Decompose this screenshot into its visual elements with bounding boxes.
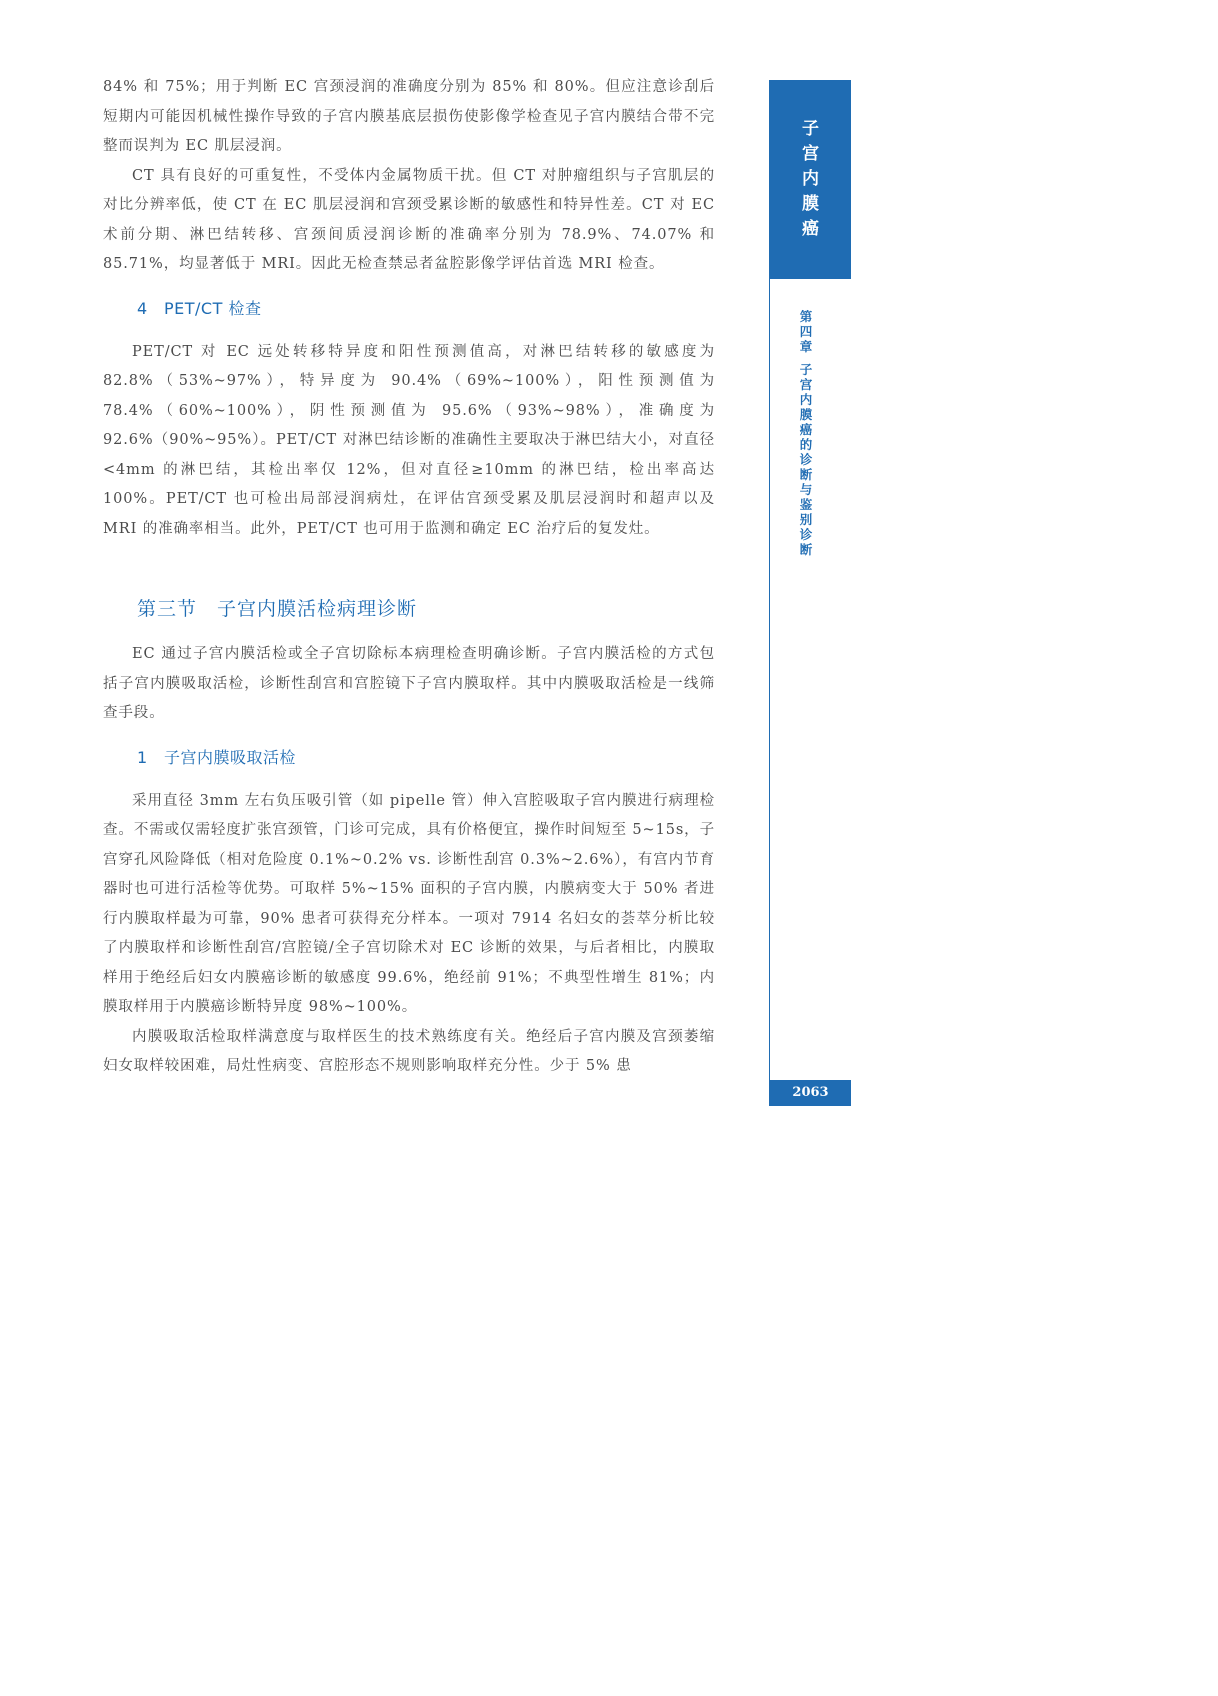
sidebar-chapter-char: 第 [799,309,813,324]
sidebar-chapter-char: 别 [799,512,813,527]
subheading-pet-ct [137,294,715,324]
sidebar-chapter-char: 四 [799,324,813,339]
page-number: 2063 [770,1080,851,1106]
paragraph: PET/CT 对 EC 远处转移特异度和阳性预测值高，对淋巴结转移的敏感度为 82.8%（53%~97%），特异度为 90.4%（69%~100%），阳性预测值为 78.4%（60%~100%），阴性预测值为 95.6%（93%~98%），准确度为 92.6%（90%~95%）。PET/CT 对淋巴结诊断的准确性主要取决于淋巴结大小，对直径<4mm 的淋巴结，其检出率仅 12%，但对直径≥10mm 的淋巴结，检出率高达 100%。PET/CT 也可检出局部浸润病灶，在评估宫颈受累及肌层浸润时和超声以及 MRI 的准确率相当。此外，PET/CT 也可用于监测和确定 EC 治疗后的复发灶。 [103,343,715,537]
sidebar-chapter-char: 膜 [799,407,813,422]
sidebar-chapter-char: 诊 [799,452,813,467]
sidebar-chapter-char: 断 [799,542,813,557]
sidebar-chapter-char [795,354,817,362]
sidebar-chapter-char: 鉴 [799,497,813,512]
paragraph: CT 具有良好的可重复性，不受体内金属物质干扰。但 CT 对肿瘤组织与子宫肌层的对比分辨率低，使 CT 在 EC 肌层浸润和宫颈受累诊断的敏感性和特异性差。CT 对 EC 术前分期、淋巴结转移、宫颈间质浸润诊断的准确率分别为 78.9%、74.07% 和 85.71%，均显著低于 MRI。因此无检查禁忌者盆腔影像学评估首选 MRI 检查。 [103,167,715,272]
sidebar-chapter-char: 断 [799,467,813,482]
paragraph: 内膜吸取活检取样满意度与取样医生的技术熟练度有关。绝经后子宫内膜及宫颈萎缩妇女取样较困难，局灶性病变、宫腔形态不规则影响取样充分性。少于 5% 患 [103,1028,715,1074]
section-number: 第三节 [137,598,198,620]
sidebar-chapter-char: 与 [799,482,813,497]
subheading-aspiration-biopsy [137,743,715,773]
sidebar-topic-char: 内 [802,169,819,189]
sidebar-topic-char: 子 [802,119,819,139]
sidebar-chapter-char: 内 [799,392,813,407]
subheading-text: PET/CT 检查 [164,298,262,318]
section-title-text: 子宫内膜活检病理诊断 [217,598,418,620]
sidebar-chapter-char: 宫 [799,377,813,392]
subheading-text: 子宫内膜吸取活检 [164,747,297,767]
paragraph: 84% 和 75%；用于判断 EC 宫颈浸润的准确度分别为 85% 和 80%。但应注意诊刮后短期内可能因机械性操作导致的子宫内膜基底层损伤使影像学检查见子宫内膜结合带不完整而误判为 EC 肌层浸润。 [103,79,715,154]
subheading-number: 4 [137,298,148,318]
paragraph: EC 通过子宫内膜活检或全子宫切除标本病理检查明确诊断。子宫内膜活检的方式包括子宫内膜吸取活检，诊断性刮宫和宫腔镜下子宫内膜取样。其中内膜吸取活检是一线筛查手段。 [103,646,715,721]
sidebar-topic-char: 宫 [802,144,819,164]
sidebar-chapter-char: 的 [799,437,813,452]
sidebar-chapter-char: 癌 [799,422,813,437]
sidebar-chapter-char: 诊 [799,527,813,542]
section-title [137,592,715,626]
sidebar-chapter-char: 章 [799,339,813,354]
sidebar-chapter-label [795,309,817,557]
paragraph: 采用直径 3mm 左右负压吸引管（如 pipelle 管）伸入宫腔吸取子宫内膜进行病理检查。不需或仅需轻度扩张宫颈管，门诊可完成，具有价格便宜，操作时间短至 5~15s，子宫穿孔风险降低（相对危险度 0.1%~0.2% vs. 诊断性刮宫 0.3%~2.6%），有宫内节育器时也可进行活检等优势。可取样 5%~15% 面积的子宫内膜，内膜病变大于 50% 者进行内膜取样最为可靠，90% 患者可获得充分样本。一项对 7914 名妇女的荟萃分析比较了内膜取样和诊断性刮宫/宫腔镜/全子宫切除术对 EC 诊断的效果，与后者相比，内膜取样用于绝经后妇女内膜癌诊断的敏感度 99.6%，绝经前 91%；不典型性增生 81%；内膜取样用于内膜癌诊断特异度 98%~100%。 [103,792,715,1015]
sidebar-chapter-char: 子 [799,362,813,377]
sidebar-topic-char: 膜 [802,194,819,214]
subheading-number: 1 [137,747,148,767]
sidebar-topic-tab [770,80,851,279]
sidebar-topic-char: 癌 [802,219,819,239]
main-text-column [103,73,715,1082]
